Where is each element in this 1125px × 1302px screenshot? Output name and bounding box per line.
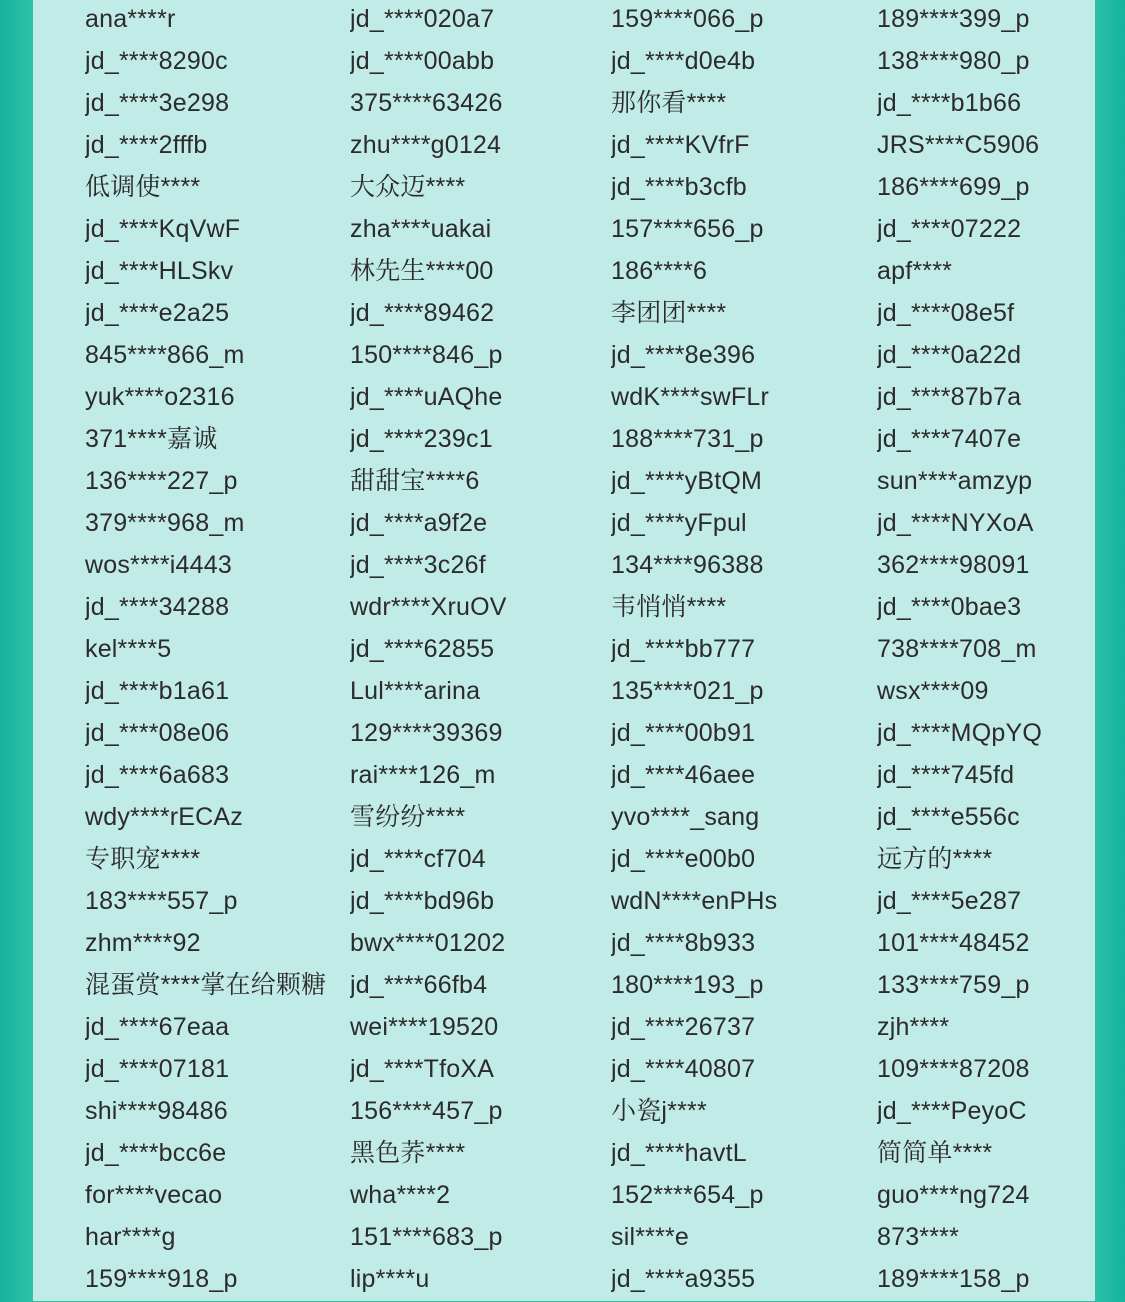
username-cell: jd_****07222: [877, 215, 1022, 243]
username-cell: jd_****yBtQM: [611, 467, 763, 495]
username-cell: 134****96388: [611, 551, 764, 579]
username-cell: 138****980_p: [877, 47, 1030, 75]
username-cell: 远方的****: [877, 845, 993, 873]
username-cell: jd_****bcc6e: [85, 1139, 227, 1167]
username-cell: 小瓷j****: [611, 1097, 707, 1125]
username-cell: 371****嘉诚: [85, 425, 218, 453]
username-cell: Lul****arina: [350, 677, 481, 705]
username-cell: 那你看****: [611, 89, 727, 117]
username-cell: jd_****e2a25: [85, 299, 230, 327]
username-cell: 混蛋赏****掌在给颗糖: [85, 971, 327, 999]
username-cell: 180****193_p: [611, 971, 764, 999]
username-cell: jd_****26737: [611, 1013, 756, 1041]
username-cell: jd_****66fb4: [350, 971, 488, 999]
username-cell: guo****ng724: [877, 1181, 1030, 1209]
username-cell: jd_****239c1: [350, 425, 493, 453]
username-cell: JRS****C5906: [877, 131, 1040, 159]
username-cell: 黑色荞****: [350, 1139, 466, 1167]
username-cell: sun****amzyp: [877, 467, 1033, 495]
username-cell: jd_****67eaa: [85, 1013, 230, 1041]
username-cell: wdy****rECAz: [85, 803, 244, 831]
username-cell: jd_****8e396: [611, 341, 756, 369]
username-cell: 186****699_p: [877, 173, 1030, 201]
username-cell: jd_****KVfrF: [611, 131, 750, 159]
username-cell: 109****87208: [877, 1055, 1030, 1083]
username-cell: 379****968_m: [85, 509, 245, 537]
username-cell: 韦悄悄****: [611, 593, 727, 621]
winner-list-grid: [85, 0, 1095, 1302]
username-cell: jd_****0a22d: [877, 341, 1022, 369]
username-cell: jd_****87b7a: [877, 383, 1022, 411]
username-cell: jd_****6a683: [85, 761, 230, 789]
username-cell: rai****126_m: [350, 761, 496, 789]
username-cell: 简简单****: [877, 1139, 993, 1167]
username-cell: jd_****40807: [611, 1055, 756, 1083]
username-cell: 189****158_p: [877, 1265, 1030, 1293]
username-cell: jd_****HLSkv: [85, 257, 234, 285]
username-cell: 157****656_p: [611, 215, 764, 243]
username-cell: 101****48452: [877, 929, 1030, 957]
username-cell: jd_****e556c: [877, 803, 1020, 831]
username-cell: 189****399_p: [877, 5, 1030, 33]
username-cell: 156****457_p: [350, 1097, 503, 1125]
username-cell: jd_****a9355: [611, 1265, 756, 1293]
username-cell: jd_****b3cfb: [611, 173, 747, 201]
username-cell: zhu****g0124: [350, 131, 502, 159]
username-cell: wdK****swFLr: [611, 383, 770, 411]
username-cell: wha****2: [350, 1181, 451, 1209]
username-cell: 152****654_p: [611, 1181, 764, 1209]
username-cell: jd_****46aee: [611, 761, 756, 789]
username-cell: jd_****8b933: [611, 929, 756, 957]
username-cell: jd_****020a7: [350, 5, 495, 33]
username-cell: jd_****08e06: [85, 719, 230, 747]
username-cell: lip****u: [350, 1265, 430, 1293]
username-cell: jd_****7407e: [877, 425, 1022, 453]
username-cell: jd_****34288: [85, 593, 230, 621]
username-cell: har****g: [85, 1223, 176, 1251]
username-cell: jd_****cf704: [350, 845, 486, 873]
username-cell: jd_****PeyoC: [877, 1097, 1027, 1125]
username-cell: jd_****havtL: [611, 1139, 747, 1167]
username-cell: zhm****92: [85, 929, 201, 957]
username-cell: jd_****00abb: [350, 47, 495, 75]
username-cell: 甜甜宝****6: [350, 467, 480, 495]
username-cell: wei****19520: [350, 1013, 499, 1041]
username-cell: 362****98091: [877, 551, 1030, 579]
username-cell: 133****759_p: [877, 971, 1030, 999]
username-cell: 159****918_p: [85, 1265, 238, 1293]
username-cell: jd_****a9f2e: [350, 509, 488, 537]
username-cell: jd_****b1a61: [85, 677, 230, 705]
username-cell: jd_****8290c: [85, 47, 228, 75]
username-cell: wsx****09: [877, 677, 989, 705]
username-cell: jd_****KqVwF: [85, 215, 241, 243]
username-cell: 雪纷纷****: [350, 803, 466, 831]
username-cell: 专职宠****: [85, 845, 201, 873]
username-cell: yuk****o2316: [85, 383, 235, 411]
username-cell: shi****98486: [85, 1097, 228, 1125]
username-cell: 大众迈****: [350, 173, 466, 201]
username-cell: wos****i4443: [85, 551, 232, 579]
username-cell: 林先生****00: [350, 257, 494, 285]
username-cell: zha****uakai: [350, 215, 492, 243]
username-cell: jd_****62855: [350, 635, 495, 663]
username-cell: jd_****e00b0: [611, 845, 756, 873]
winner-list-panel: [33, 0, 1095, 1301]
username-cell: jd_****3c26f: [350, 551, 486, 579]
username-cell: jd_****bd96b: [350, 887, 495, 915]
username-cell: 135****021_p: [611, 677, 764, 705]
username-cell: 李团团****: [611, 299, 727, 327]
username-cell: 136****227_p: [85, 467, 238, 495]
username-cell: jd_****2fffb: [85, 131, 208, 159]
username-cell: apf****: [877, 257, 953, 285]
username-cell: 151****683_p: [350, 1223, 503, 1251]
username-cell: jd_****NYXoA: [877, 509, 1034, 537]
username-cell: 150****846_p: [350, 341, 503, 369]
username-cell: kel****5: [85, 635, 172, 663]
username-cell: bwx****01202: [350, 929, 506, 957]
username-cell: jd_****08e5f: [877, 299, 1015, 327]
username-cell: jd_****yFpul: [611, 509, 747, 537]
username-cell: jd_****5e287: [877, 887, 1022, 915]
username-cell: 183****557_p: [85, 887, 238, 915]
username-cell: 159****066_p: [611, 5, 764, 33]
username-cell: jd_****745fd: [877, 761, 1015, 789]
username-cell: jd_****uAQhe: [350, 383, 503, 411]
username-cell: jd_****d0e4b: [611, 47, 756, 75]
username-cell: jd_****3e298: [85, 89, 230, 117]
username-cell: 845****866_m: [85, 341, 245, 369]
username-cell: zjh****: [877, 1013, 950, 1041]
username-cell: jd_****0bae3: [877, 593, 1022, 621]
username-cell: 129****39369: [350, 719, 503, 747]
username-cell: jd_****00b91: [611, 719, 756, 747]
username-cell: 738****708_m: [877, 635, 1037, 663]
username-cell: 186****6: [611, 257, 708, 285]
username-cell: 375****63426: [350, 89, 503, 117]
username-cell: for****vecao: [85, 1181, 223, 1209]
username-cell: jd_****bb777: [611, 635, 756, 663]
username-cell: wdr****XruOV: [350, 593, 507, 621]
username-cell: jd_****MQpYQ: [877, 719, 1042, 747]
username-cell: wdN****enPHs: [611, 887, 778, 915]
username-cell: jd_****TfoXA: [350, 1055, 495, 1083]
username-cell: jd_****b1b66: [877, 89, 1022, 117]
username-cell: 873****: [877, 1223, 960, 1251]
username-cell: yvo****_sang: [611, 803, 760, 831]
username-cell: sil****e: [611, 1223, 690, 1251]
username-cell: 低调使****: [85, 173, 201, 201]
username-cell: ana****r: [85, 5, 176, 33]
username-cell: 188****731_p: [611, 425, 764, 453]
username-cell: jd_****07181: [85, 1055, 230, 1083]
username-cell: jd_****89462: [350, 299, 495, 327]
